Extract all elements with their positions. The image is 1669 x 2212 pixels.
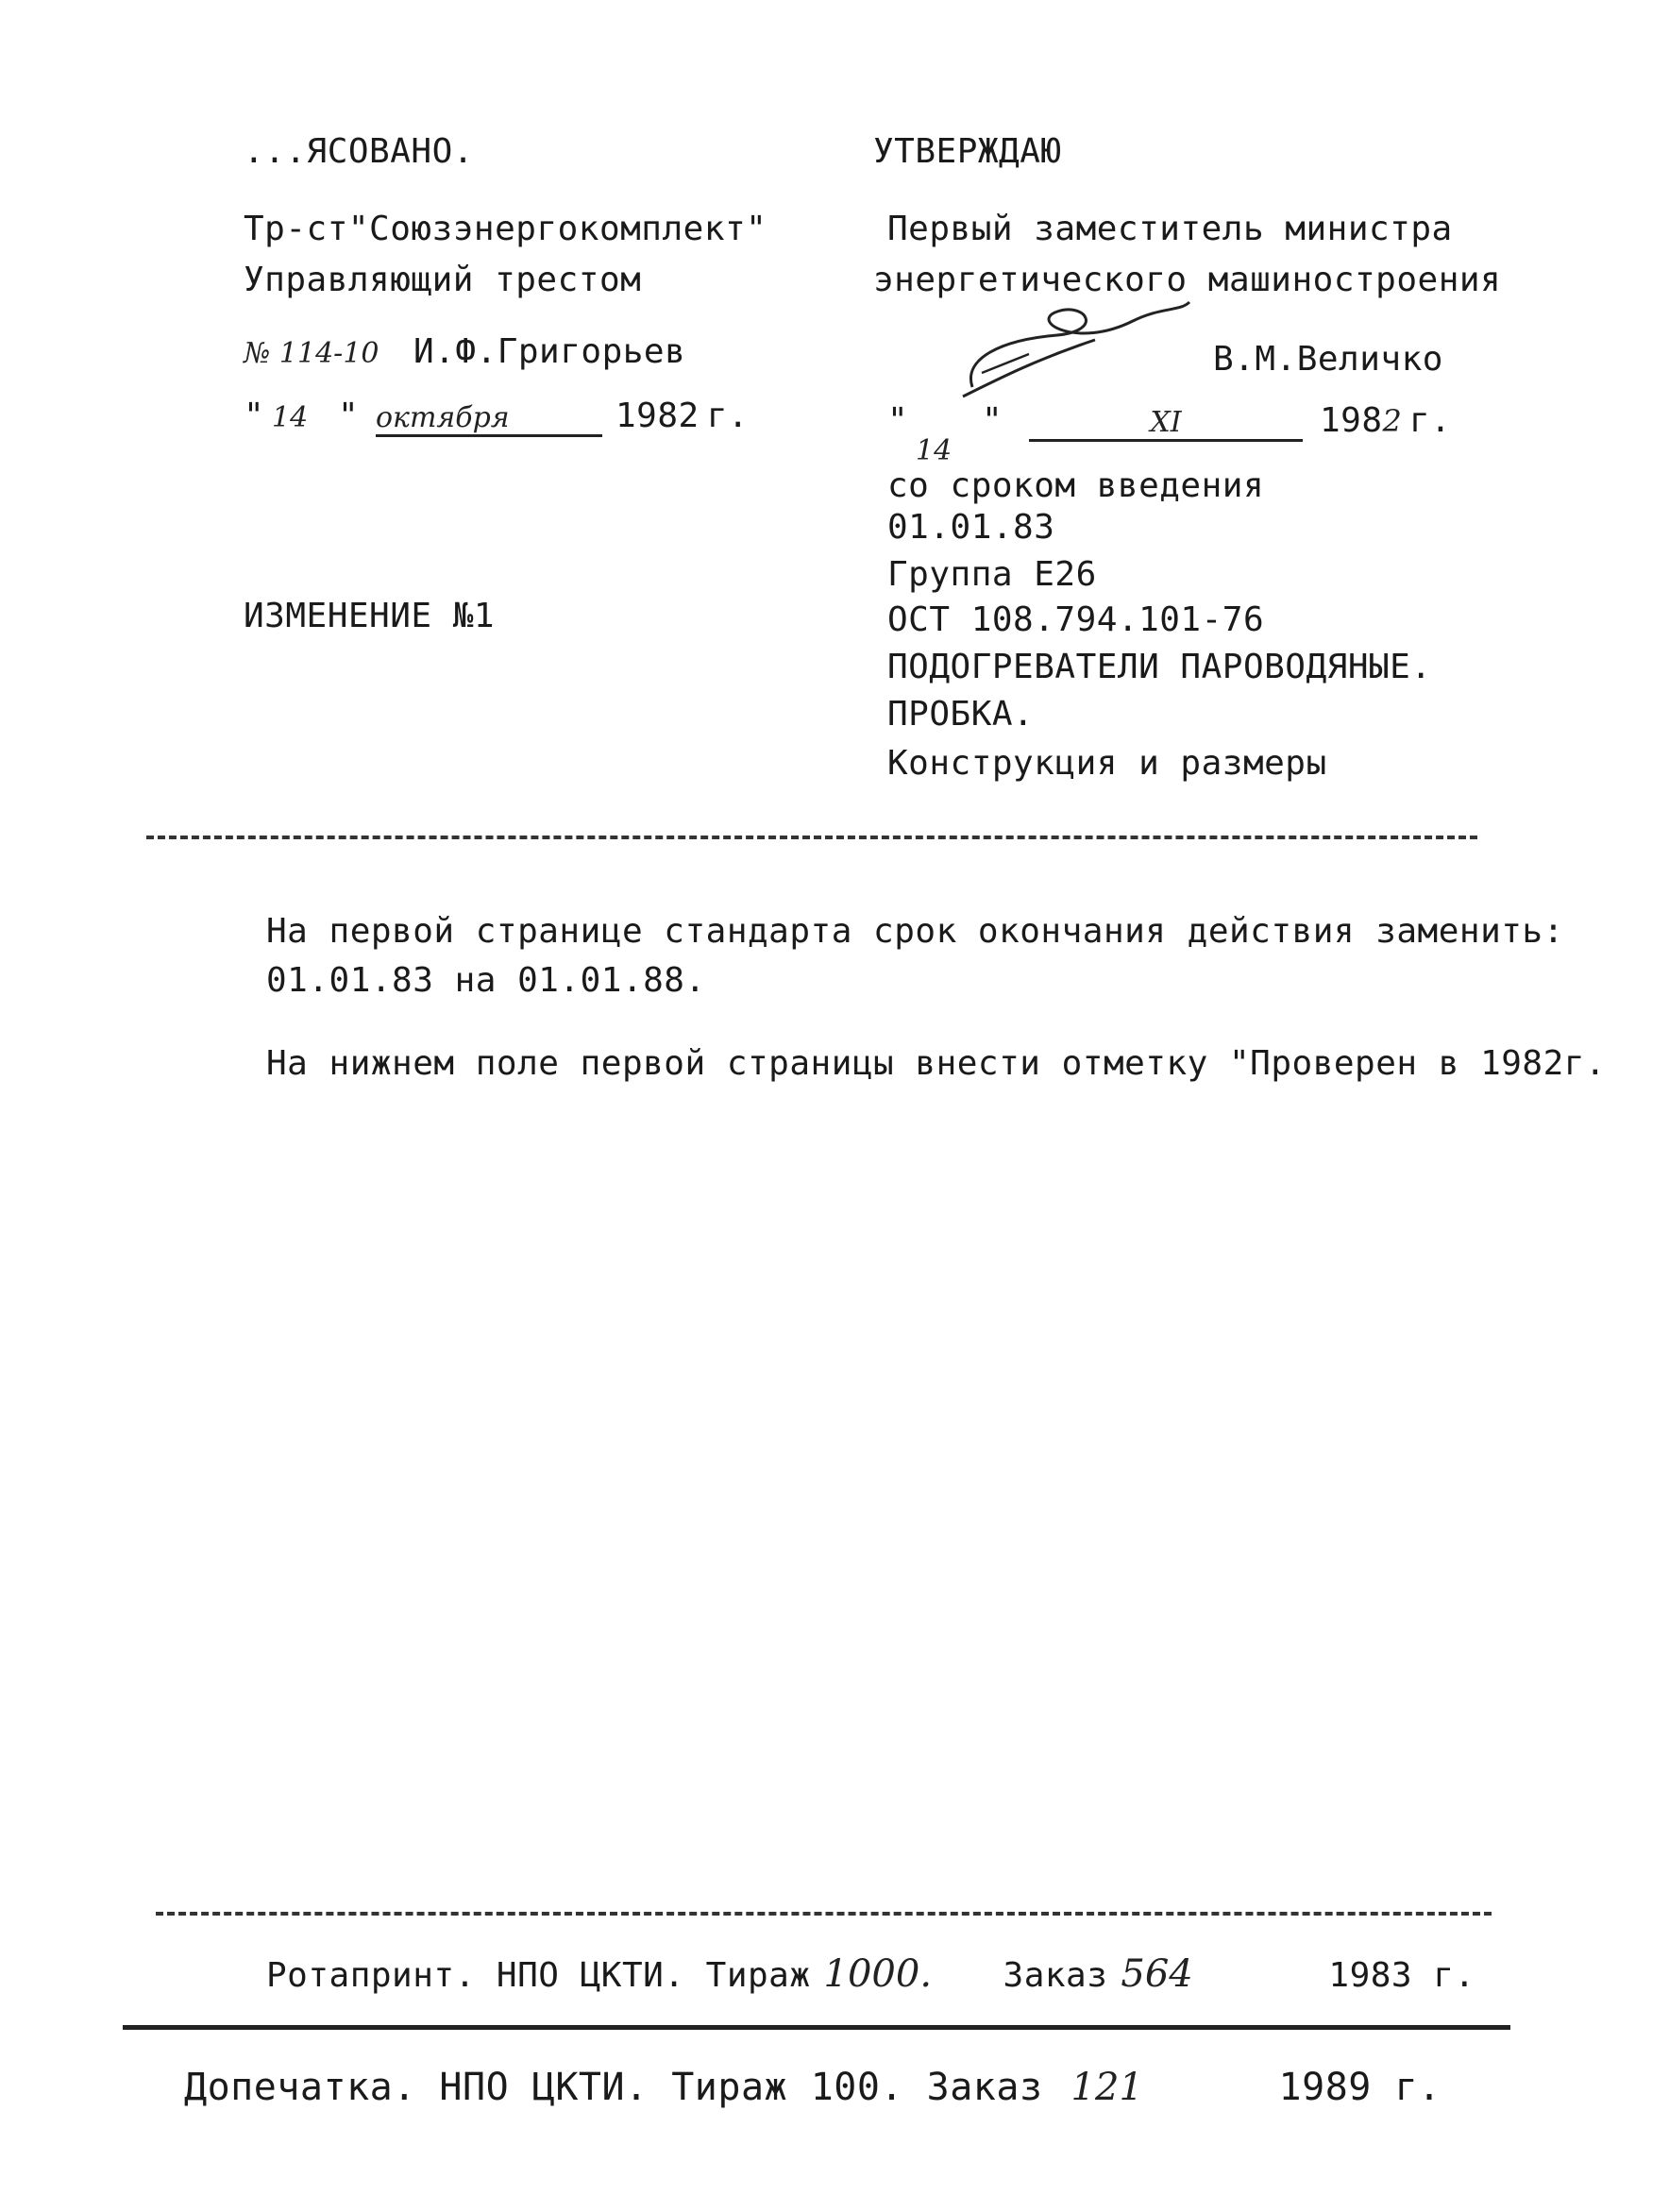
order-label: Заказ [1003, 1956, 1108, 1995]
left-date-day: 14 [272, 401, 309, 434]
right-date-month: XI [1029, 406, 1303, 442]
left-date-quote-close: " [338, 397, 360, 435]
intro-line-2: 01.01.83 [887, 508, 1055, 547]
approved-heading: УТВЕРЖДАЮ [873, 132, 1062, 171]
org-line-1: Тр-ст"Союзэнергокомплект" [244, 210, 767, 248]
right-date-quote-open: " [887, 401, 909, 440]
footer-divider-bottom [123, 2025, 1510, 2030]
right-date-year: 198 [1320, 401, 1383, 440]
ref-number: № 114-10 [244, 337, 379, 370]
right-date-day: 14 [916, 434, 953, 467]
left-date-month: октября [376, 401, 602, 437]
intro-line-1: со сроком введения [887, 466, 1265, 505]
left-date-quote-open: " [244, 397, 265, 435]
left-date-year-suffix: г. [706, 397, 750, 435]
handwritten-signature [944, 283, 1208, 415]
order-number: 564 [1121, 1952, 1193, 1996]
right-date-year-digit: 2 [1382, 403, 1402, 439]
position-line-2: энергетического машиностроения [873, 261, 1502, 299]
left-signer: И.Ф.Григорьев [413, 332, 686, 371]
print-prefix: Ротапринт. НПО ЦКТИ. Тираж [266, 1956, 811, 1995]
left-date-year: 1982 [615, 397, 700, 435]
group-label: Группа Е26 [887, 555, 1097, 594]
org-line-2: Управляющий трестом [244, 261, 642, 299]
title-line-1: ПОДОГРЕВАТЕЛИ ПАРОВОДЯНЫЕ. [887, 648, 1432, 686]
print-run: 1000. [823, 1952, 933, 1996]
body-para-1-line-1: На первой странице стандарта срок окончания действия заменить: [266, 912, 1564, 951]
reprint-prefix: Допечатка. НПО ЦКТИ. Тираж 100. Заказ [184, 2066, 1043, 2109]
position-line-1: Первый заместитель министра [887, 210, 1453, 248]
header-divider [146, 836, 1477, 839]
reprint-order: 121 [1071, 2066, 1143, 2109]
body-para-1-line-2: 01.01.83 на 01.01.88. [266, 961, 706, 1000]
print-info-row [266, 1952, 1475, 1996]
change-label: ИЗМЕНЕНИЕ №1 [244, 597, 496, 635]
right-date-row [887, 401, 1452, 467]
left-ref-signer-row [244, 332, 685, 371]
print-year: 1983 г. [1328, 1956, 1475, 1995]
left-date-row [244, 397, 749, 437]
title-line-3: Конструкция и размеры [887, 744, 1327, 783]
body-para-2: На нижнем поле первой страницы внести отметку "Проверен в 1982г. [266, 1044, 1607, 1083]
reprint-year: 1989 г. [1278, 2066, 1441, 2109]
title-line-2: ПРОБКА. [887, 695, 1035, 734]
right-date-suffix: г. [1408, 401, 1452, 440]
agreed-heading: ...ЯСОВАНО. [244, 132, 474, 171]
right-date-quote-close: " [982, 401, 1003, 440]
footer-divider-top [156, 1912, 1492, 1916]
right-signer: В.М.Величко [1213, 340, 1443, 379]
standard-number: ОСТ 108.794.101-76 [887, 600, 1265, 639]
reprint-info-row [184, 2066, 1441, 2109]
